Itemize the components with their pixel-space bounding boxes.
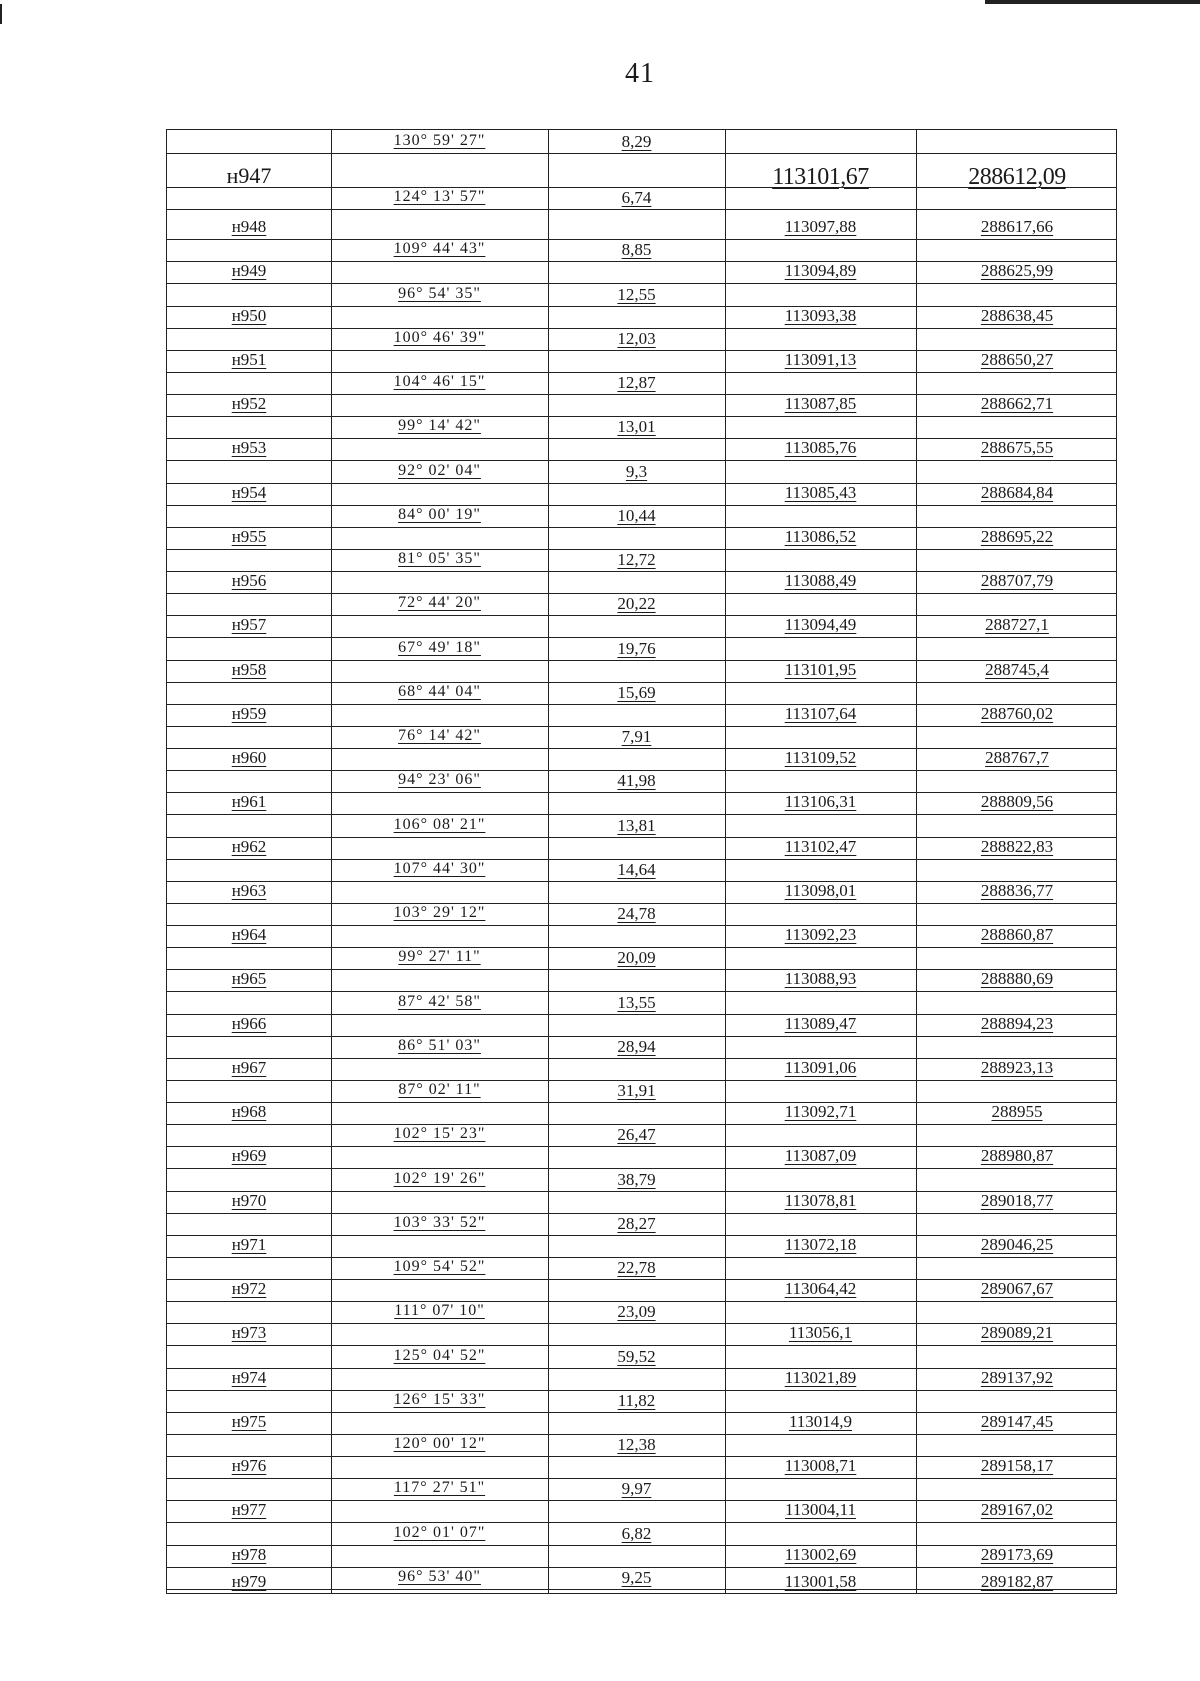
segment-angle: 104° 46' 15"	[393, 373, 486, 390]
segment-angle: 111° 07' 10"	[394, 1302, 485, 1320]
segment-angle: 87° 02' 11"	[398, 1081, 481, 1098]
segment-distance: 11,82	[617, 1390, 656, 1410]
point-x-coordinate: 113004,11	[785, 1500, 856, 1520]
segment-angle: 67° 49' 18"	[398, 638, 481, 656]
point-y-coordinate: 288675,55	[980, 438, 1054, 458]
segment-distance: 7,91	[621, 727, 652, 746]
point-id: н962	[231, 836, 267, 856]
point-y-coordinate: 289173,69	[980, 1544, 1054, 1564]
point-y-coordinate: 289158,17	[980, 1456, 1054, 1475]
point-id: н964	[231, 925, 267, 944]
point-x-coordinate: 113101,67	[772, 164, 869, 190]
point-id: н975	[231, 1411, 267, 1431]
point-x-coordinate: 113091,13	[784, 349, 857, 369]
point-x-coordinate: 113087,09	[784, 1146, 857, 1166]
point-y-coordinate: 288760,02	[980, 703, 1054, 723]
segment-angle: 76° 14' 42"	[398, 727, 481, 744]
point-id: н965	[231, 969, 267, 989]
point-id: н953	[231, 438, 267, 458]
segment-angle: 106° 08' 21"	[393, 815, 486, 833]
point-x-coordinate: 113093,38	[784, 305, 857, 325]
point-y-coordinate: 288625,99	[980, 261, 1054, 281]
point-id: н966	[231, 1013, 267, 1033]
point-y-coordinate: 288662,71	[980, 394, 1054, 413]
point-id: н969	[231, 1146, 267, 1166]
point-id: н949	[231, 261, 267, 281]
point-id: н972	[231, 1279, 267, 1298]
point-y-coordinate: 288650,27	[980, 349, 1054, 369]
point-id: н947	[226, 163, 272, 188]
point-id: н976	[231, 1456, 267, 1475]
segment-distance: 12,87	[617, 373, 656, 392]
segment-angle: 99° 27' 11"	[398, 948, 481, 966]
point-y-coordinate: 288638,45	[980, 305, 1054, 325]
segment-distance: 14,64	[617, 859, 656, 879]
segment-angle: 124° 13' 57"	[393, 188, 486, 205]
segment-angle: 92° 02' 04"	[398, 461, 481, 479]
point-x-coordinate: 113078,81	[784, 1190, 857, 1210]
segment-distance: 28,27	[617, 1213, 656, 1233]
point-x-coordinate: 113098,01	[784, 880, 857, 900]
segment-angle: 109° 44' 43"	[393, 240, 486, 258]
point-x-coordinate: 113092,71	[784, 1102, 857, 1121]
point-x-coordinate: 113085,43	[784, 482, 857, 502]
point-y-coordinate: 288707,79	[980, 571, 1054, 590]
point-y-coordinate: 289089,21	[980, 1323, 1054, 1343]
segment-distance: 9,97	[621, 1479, 652, 1499]
segment-angle: 120° 00' 12"	[393, 1435, 486, 1452]
segment-distance: 38,79	[617, 1169, 656, 1189]
top-edge-rule	[985, 0, 1200, 4]
segment-distance: 13,55	[617, 992, 656, 1012]
point-y-coordinate: 288612,09	[968, 164, 1066, 190]
point-id: н963	[231, 880, 267, 900]
point-y-coordinate: 289018,77	[980, 1190, 1054, 1210]
point-id: н977	[231, 1500, 267, 1520]
segment-angle: 130° 59' 27"	[393, 132, 486, 149]
point-y-coordinate: 288860,87	[980, 925, 1054, 944]
segment-angle: 117° 27' 51"	[393, 1479, 486, 1497]
segment-distance: 24,78	[617, 904, 656, 923]
segment-distance: 8,85	[621, 240, 652, 260]
segment-angle: 94° 23' 06"	[398, 771, 481, 789]
point-x-coordinate: 113094,49	[784, 615, 857, 635]
point-x-coordinate: 113091,06	[784, 1057, 857, 1077]
segment-distance: 41,98	[617, 771, 656, 791]
point-x-coordinate: 113109,52	[784, 748, 857, 767]
segment-distance: 13,01	[617, 417, 656, 437]
point-y-coordinate: 288684,84	[980, 482, 1054, 502]
segment-distance: 15,69	[617, 682, 656, 702]
point-y-coordinate: 288836,77	[980, 880, 1054, 900]
point-x-coordinate: 113088,93	[784, 969, 857, 989]
segment-distance: 31,91	[617, 1081, 656, 1100]
segment-distance: 20,22	[617, 594, 656, 614]
segment-angle: 99° 14' 42"	[398, 417, 481, 435]
segment-angle: 86° 51' 03"	[398, 1036, 481, 1054]
segment-distance: 23,09	[617, 1302, 656, 1322]
point-id: н954	[231, 482, 267, 502]
point-id: н970	[231, 1190, 267, 1210]
segment-angle: 102° 01' 07"	[393, 1523, 486, 1541]
point-id: н955	[231, 526, 267, 546]
segment-angle: 109° 54' 52"	[393, 1258, 486, 1275]
segment-angle: 126° 15' 33"	[393, 1390, 486, 1408]
point-x-coordinate: 113072,18	[784, 1234, 857, 1254]
point-x-coordinate: 113002,69	[784, 1544, 857, 1564]
point-y-coordinate: 288767,7	[985, 748, 1049, 767]
point-id: н968	[231, 1102, 267, 1121]
point-id: н958	[231, 659, 267, 679]
segment-angle: 84° 00' 19"	[398, 505, 481, 523]
point-id: н956	[231, 571, 267, 590]
point-x-coordinate: 113056,1	[788, 1323, 853, 1343]
point-id: н971	[231, 1234, 267, 1254]
point-x-coordinate: 113008,71	[784, 1456, 857, 1475]
point-x-coordinate: 113088,49	[784, 571, 857, 590]
segment-angle: 102° 15' 23"	[393, 1125, 486, 1143]
row-divider	[167, 153, 1116, 154]
segment-distance: 13,81	[617, 815, 656, 835]
segment-distance: 6,82	[621, 1523, 652, 1543]
point-id: н957	[231, 615, 267, 635]
segment-distance: 6,74	[621, 188, 652, 207]
point-y-coordinate: 288980,87	[980, 1146, 1054, 1166]
point-x-coordinate: 113101,95	[784, 659, 857, 679]
point-x-coordinate: 113089,47	[784, 1013, 857, 1033]
segment-angle: 107° 44' 30"	[393, 859, 486, 877]
point-x-coordinate: 113085,76	[784, 438, 857, 458]
point-id: н978	[231, 1544, 267, 1564]
segment-angle: 87° 42' 58"	[398, 992, 481, 1010]
point-id: н959	[231, 703, 267, 723]
page-number: 41	[625, 58, 655, 89]
point-id: н960	[231, 748, 267, 767]
point-id: н973	[231, 1323, 267, 1343]
point-id: н979	[231, 1572, 267, 1591]
point-id: н948	[231, 217, 267, 236]
segment-distance: 9,25	[621, 1567, 652, 1587]
point-x-coordinate: 113097,88	[784, 217, 857, 236]
segment-angle: 72° 44' 20"	[398, 594, 481, 612]
point-x-coordinate: 113106,31	[784, 792, 857, 812]
point-x-coordinate: 113092,23	[784, 925, 857, 944]
segment-distance: 8,29	[621, 132, 652, 151]
point-y-coordinate: 289046,25	[980, 1234, 1054, 1254]
segment-distance: 12,55	[617, 284, 656, 304]
point-y-coordinate: 289167,02	[980, 1500, 1054, 1520]
point-y-coordinate: 288923,13	[980, 1057, 1054, 1077]
segment-distance: 10,44	[617, 505, 656, 525]
segment-distance: 12,38	[617, 1435, 656, 1454]
point-x-coordinate: 113094,89	[784, 261, 857, 281]
coordinates-table	[166, 129, 1117, 1594]
point-y-coordinate: 288894,23	[980, 1013, 1054, 1033]
row-divider	[167, 209, 1116, 210]
point-x-coordinate: 113021,89	[784, 1367, 857, 1387]
segment-angle: 103° 33' 52"	[393, 1213, 486, 1231]
point-y-coordinate: 289147,45	[980, 1411, 1054, 1431]
point-y-coordinate: 288617,66	[980, 217, 1054, 236]
point-id: н951	[231, 349, 267, 369]
point-id: н952	[231, 394, 267, 413]
point-id: н967	[231, 1057, 267, 1077]
segment-angle: 68° 44' 04"	[398, 682, 481, 700]
point-y-coordinate: 288809,56	[980, 792, 1054, 812]
point-y-coordinate: 289182,87	[980, 1572, 1054, 1591]
point-y-coordinate: 288745,4	[985, 659, 1049, 679]
segment-distance: 22,78	[617, 1258, 656, 1277]
point-y-coordinate: 288727,1	[985, 615, 1049, 635]
point-x-coordinate: 113001,58	[784, 1572, 857, 1591]
point-id: н974	[231, 1367, 267, 1387]
point-id: н950	[231, 305, 267, 325]
segment-distance: 20,09	[617, 948, 656, 968]
point-x-coordinate: 113086,52	[784, 526, 857, 546]
segment-distance: 26,47	[617, 1125, 656, 1145]
point-id: н961	[231, 792, 267, 812]
point-y-coordinate: 288880,69	[980, 969, 1054, 989]
segment-angle: 103° 29' 12"	[393, 904, 486, 921]
point-x-coordinate: 113102,47	[784, 836, 857, 856]
point-y-coordinate: 288955	[991, 1102, 1043, 1121]
point-y-coordinate: 289137,92	[980, 1367, 1054, 1387]
scan-edge-mark	[0, 4, 6, 24]
segment-distance: 28,94	[617, 1036, 656, 1056]
segment-angle: 100° 46' 39"	[393, 328, 486, 346]
segment-distance: 12,72	[617, 550, 656, 569]
segment-angle: 125° 04' 52"	[393, 1346, 486, 1364]
segment-angle: 96° 53' 40"	[398, 1567, 481, 1585]
point-x-coordinate: 113107,64	[784, 703, 857, 723]
point-x-coordinate: 113087,85	[784, 394, 857, 413]
segment-distance: 59,52	[617, 1346, 656, 1366]
point-y-coordinate: 288822,83	[980, 836, 1054, 856]
segment-angle: 81° 05' 35"	[398, 550, 481, 567]
segment-distance: 9,3	[625, 461, 648, 481]
segment-angle: 96° 54' 35"	[398, 284, 481, 302]
point-x-coordinate: 113014,9	[788, 1411, 853, 1431]
segment-distance: 19,76	[617, 638, 656, 658]
segment-angle: 102° 19' 26"	[393, 1169, 486, 1187]
point-y-coordinate: 288695,22	[980, 526, 1054, 546]
point-y-coordinate: 289067,67	[980, 1279, 1054, 1298]
point-x-coordinate: 113064,42	[784, 1279, 857, 1298]
segment-distance: 12,03	[617, 328, 656, 348]
